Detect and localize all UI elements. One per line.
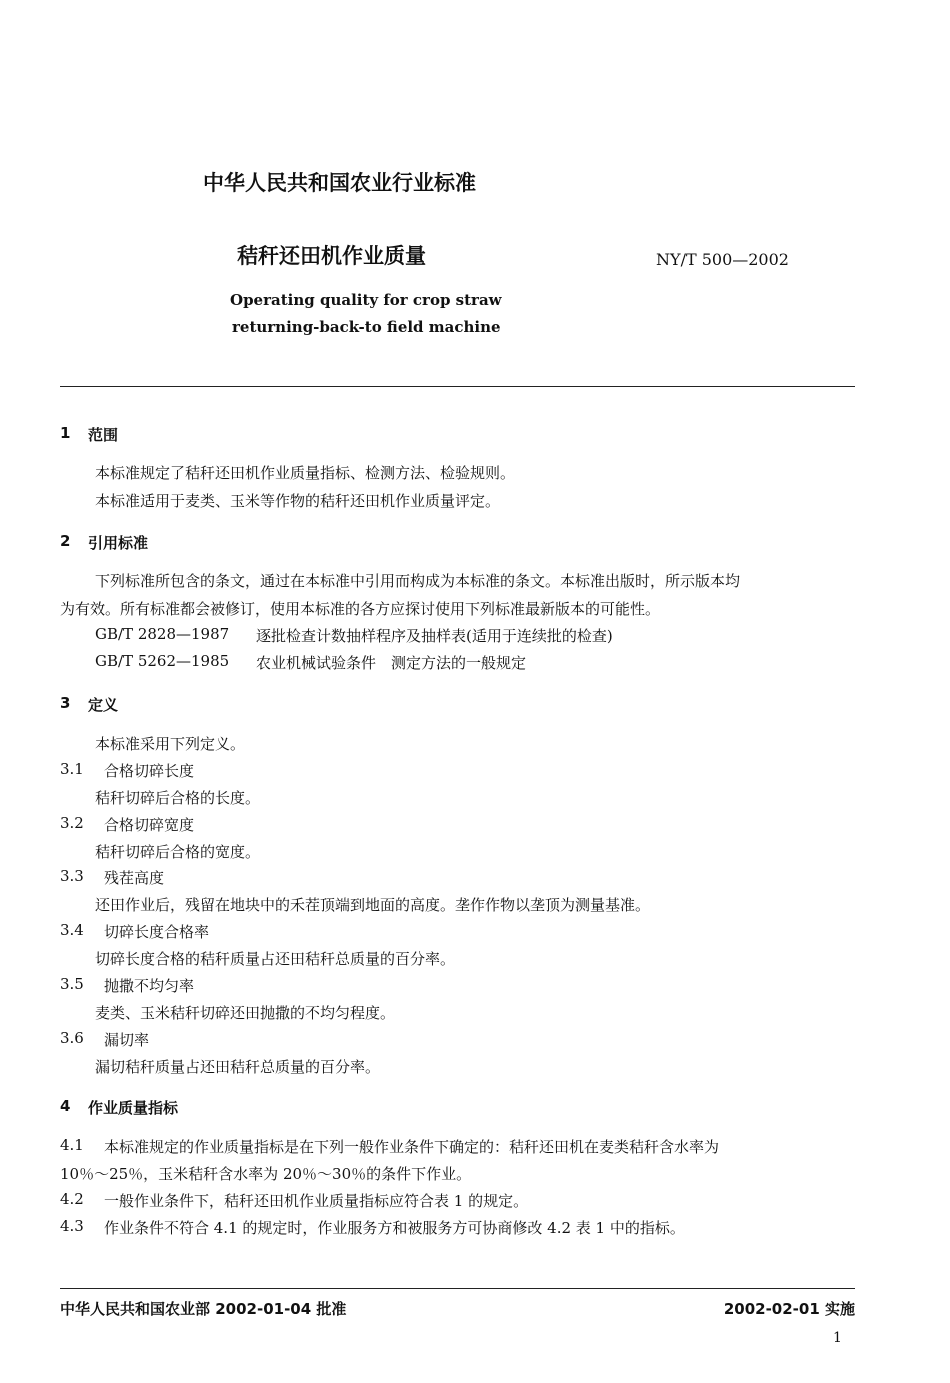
clause-text: 一般作业条件下，秸秆还田机作业质量指标应符合表 1 的规定。 xyxy=(104,1192,529,1210)
page-number: 1 xyxy=(833,1330,842,1346)
section-3-number: 3 xyxy=(60,694,71,712)
definition-number: 3.6 xyxy=(60,1029,84,1047)
effective-date: 2002-02-01 实施 xyxy=(723,1300,855,1318)
definition-number: 3.4 xyxy=(60,921,84,939)
definition-number: 3.2 xyxy=(60,814,84,832)
document-title-en-2: returning-back-to field machine xyxy=(232,318,501,336)
clause-text-line-1: 本标准规定的作业质量指标是在下列一般作业条件下确定的：秸秆还田机在麦类秸秆含水率为 xyxy=(104,1138,720,1156)
reference-title: 农业机械试验条件 测定方法的一般规定 xyxy=(256,654,527,672)
definition-term: 残茬高度 xyxy=(104,869,165,887)
section-1-title: 范围 xyxy=(88,426,119,444)
definition-text: 麦类、玉米秸秆切碎还田抛撒的不均匀程度。 xyxy=(95,1004,396,1022)
section-2-number: 2 xyxy=(60,532,71,550)
definition-term: 切碎长度合格率 xyxy=(104,923,210,941)
definition-text: 秸秆切碎后合格的长度。 xyxy=(95,789,261,807)
definition-number: 3.1 xyxy=(60,760,84,778)
definition-text: 还田作业后，残留在地块中的禾茬顶端到地面的高度。垄作作物以垄顶为测量基准。 xyxy=(95,896,651,914)
definition-text: 漏切秸秆质量占还田秸秆总质量的百分率。 xyxy=(95,1058,381,1076)
reference-code: GB/T 5262—1985 xyxy=(95,652,230,670)
section-2-para-line-1: 下列标准所包含的条文，通过在本标准中引用而构成为本标准的条文。本标准出版时，所示版本均 xyxy=(95,572,741,590)
definition-text: 秸秆切碎后合格的宽度。 xyxy=(95,843,261,861)
footer-divider xyxy=(60,1288,855,1289)
definition-term: 合格切碎宽度 xyxy=(104,816,195,834)
definition-term: 合格切碎长度 xyxy=(104,762,195,780)
standard-code: NY/T 500—2002 xyxy=(656,250,789,269)
clause-text: 作业条件不符合 4.1 的规定时，作业服务方和被服务方可协商修改 4.2 表 1 中的指标。 xyxy=(104,1219,685,1237)
clause-number: 4.2 xyxy=(60,1190,84,1208)
definition-text: 切碎长度合格的秸秆质量占还田秸秆总质量的百分率。 xyxy=(95,950,456,968)
definition-term: 漏切率 xyxy=(104,1031,150,1049)
section-1-number: 1 xyxy=(60,424,71,442)
section-1-para-2: 本标准适用于麦类、玉米等作物的秸秆还田机作业质量评定。 xyxy=(95,492,501,510)
document-title-cn: 秸秆还田机作业质量 xyxy=(237,244,426,268)
reference-code: GB/T 2828—1987 xyxy=(95,625,230,643)
clause-text-line-2: 10％～25％，玉米秸秆含水率为 20％～30％的条件下作业。 xyxy=(60,1165,472,1183)
section-4-number: 4 xyxy=(60,1097,71,1115)
approval-statement: 中华人民共和国农业部 2002-01-04 批准 xyxy=(60,1300,347,1318)
clause-number: 4.3 xyxy=(60,1217,84,1235)
header-divider xyxy=(60,386,855,387)
section-2-para-line-2: 为有效。所有标准都会被修订，使用本标准的各方应探讨使用下列标准最新版本的可能性。 xyxy=(60,600,661,618)
reference-title: 逐批检查计数抽样程序及抽样表(适用于连续批的检查) xyxy=(256,627,613,645)
document-title-en-1: Operating quality for crop straw xyxy=(230,291,502,309)
section-3-intro: 本标准采用下列定义。 xyxy=(95,735,246,753)
clause-number: 4.1 xyxy=(60,1136,84,1154)
section-2-title: 引用标准 xyxy=(88,534,149,552)
section-4-title: 作业质量指标 xyxy=(88,1099,179,1117)
definition-number: 3.5 xyxy=(60,975,84,993)
definition-number: 3.3 xyxy=(60,867,84,885)
definition-term: 抛撒不均匀率 xyxy=(104,977,195,995)
issuing-body-title: 中华人民共和国农业行业标准 xyxy=(203,171,476,195)
section-1-para-1: 本标准规定了秸秆还田机作业质量指标、检测方法、检验规则。 xyxy=(95,464,516,482)
section-3-title: 定义 xyxy=(88,696,119,714)
